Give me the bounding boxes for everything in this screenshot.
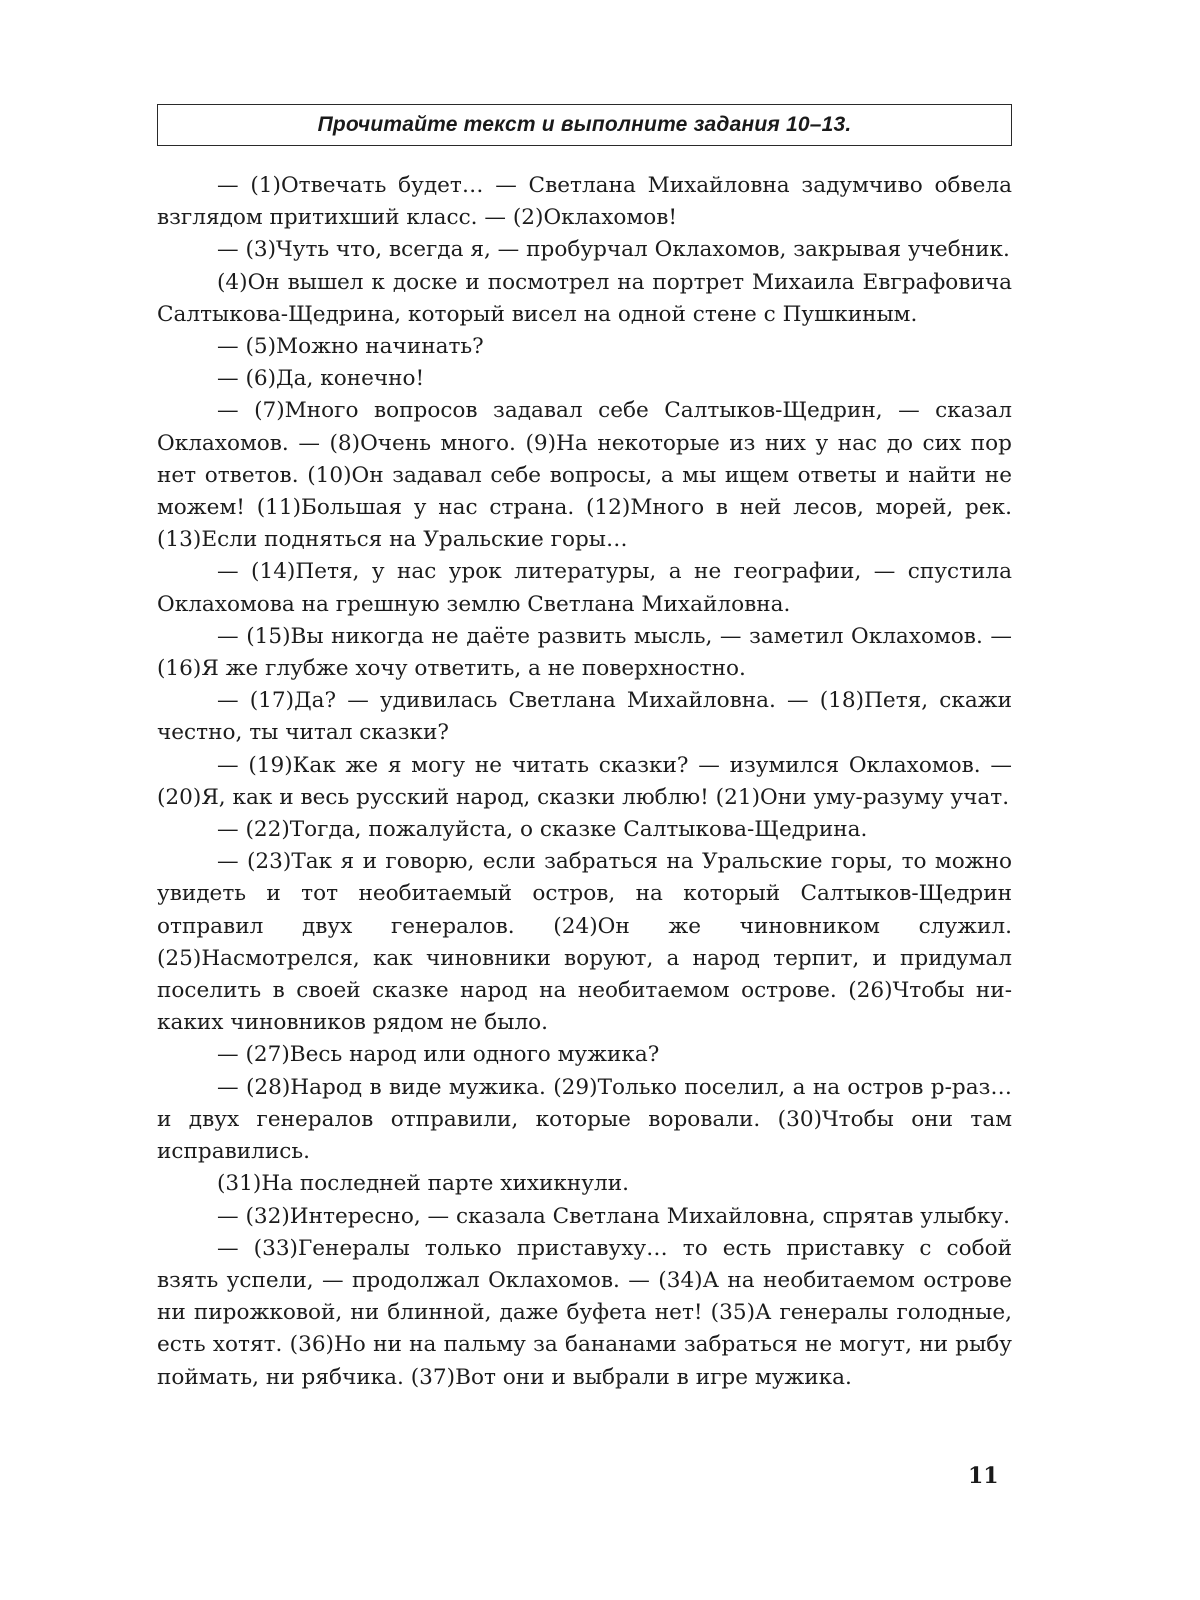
story-text — [157, 170, 1012, 1394]
paragraph: (4)Он вышел к доске и посмотрел на портрет Михаила Евграфовича Салтыкова-Щедрина, который висел на одной стене с Пушкиным. — [157, 269, 1012, 327]
paragraph: — (17)Да? — удивилась Светлана Михайловна. — (18)Петя, скажи честно, ты читал сказки? — [157, 688, 1012, 746]
task-header-box — [157, 104, 1012, 146]
paragraph: — (28)Народ в виде мужика. (29)Только поселил, а на остров р-раз… и двух генералов отправили, которые воровали. (30)Чтобы они там исправились. — [157, 1074, 1012, 1165]
paragraph: — (23)Так я и говорю, если забраться на Уральские горы, то можно увидеть и тот необитаемый остров, на который Салтыков-Щедрин отправил двух генералов. (24)Он же чиновником служил. (25)Насмотрелся, как чиновники воруют, а народ терпит, и придумал поселить в своей сказке народ на необитаемом острове. (26)Чтобы никаких чиновников рядом не было. — [157, 849, 1012, 1036]
paragraph: (31)На последней парте хихикнули. — [217, 1171, 629, 1197]
paragraph: — (27)Весь народ или одного мужика? — [217, 1042, 660, 1068]
page-number: 11 — [968, 1463, 999, 1489]
paragraph: — (14)Петя, у нас урок литературы, а не географии, — спустила Оклахомова на грешную землю Светлана Михайловна. — [157, 559, 1012, 617]
paragraph: — (7)Много вопросов задавал себе Салтыков-Щедрин, — сказал Оклахомов. — (8)Очень много. (9)На некоторые из них у нас до сих пор нет ответов. (10)Он задавал себе вопросы, а мы ищем ответы и найти не можем! (11)Большая у нас страна. (12)Много в ней лесов, морей, рек. (13)Если подняться на Уральские горы… — [157, 398, 1012, 553]
paragraph: — (19)Как же я могу не читать сказки? — изумился Оклахомов. — (20)Я, как и весь русский народ, сказки люблю! (21)Они уму-разуму учат. — [157, 752, 1012, 810]
paragraph: — (32)Интересно, — сказала Светлана Михайловна, спрятав улыбку. — [217, 1203, 1010, 1229]
paragraph: — (3)Чуть что, всегда я, — пробурчал Оклахомов, закрывая учебник. — [217, 237, 1010, 263]
paragraph: — (5)Можно начинать? — [217, 334, 484, 360]
task-header-title: Прочитайте текст и выполните задания 10–13. — [317, 113, 852, 136]
paragraph: — (6)Да, конечно! — [217, 366, 425, 392]
paragraph: — (33)Генералы только приставуху… то есть приставку с собой взять успели, — продолжал Оклахомов. — (34)А на необитаемом острове ни пирожковой, ни блинной, даже буфета нет! (35)А генералы голодные, есть хотят. (36)Но ни на пальму за бананами забраться не могут, ни рыбу поймать, ни рябчика. (37)Вот они и выбрали в игре мужика. — [157, 1235, 1012, 1390]
paragraph: — (1)Отвечать будет… — Светлана Михайловна задумчиво обвела взглядом притихший класс. — (2)Оклахомов! — [157, 173, 1012, 231]
paragraph: — (22)Тогда, пожалуйста, о сказке Салтыкова-Щедрина. — [217, 817, 868, 843]
paragraph: — (15)Вы никогда не даёте развить мысль, — заметил Оклахомов. — (16)Я же глубже хочу ответить, а не поверхностно. — [157, 623, 1012, 682]
